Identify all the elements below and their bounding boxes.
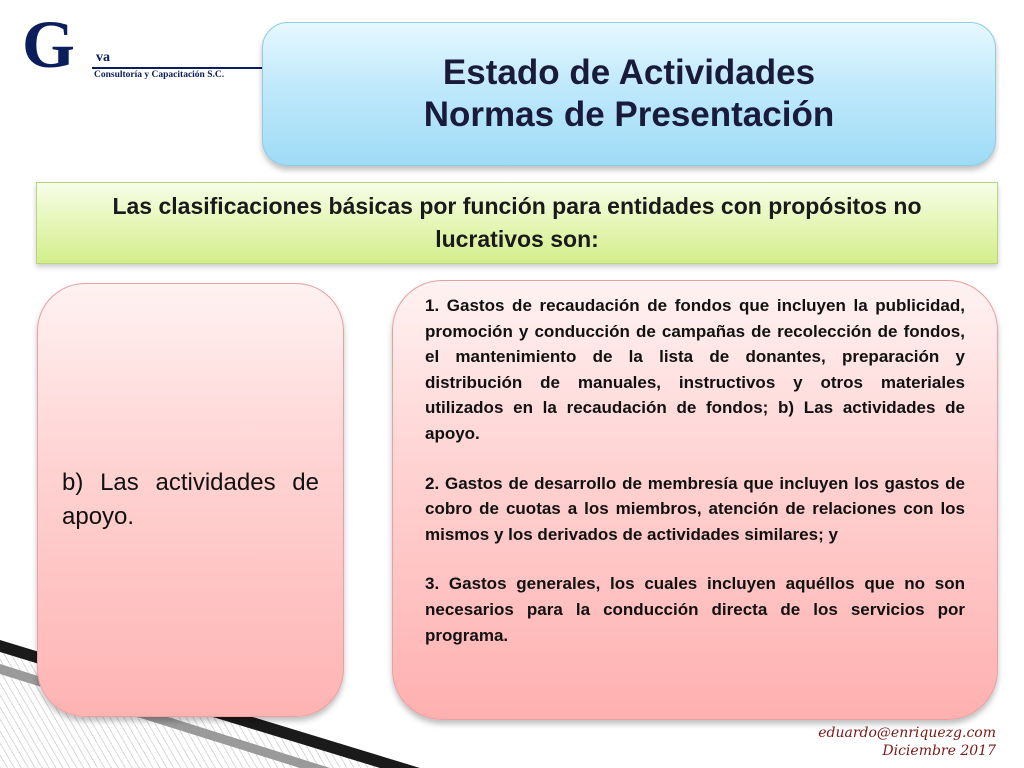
left-box <box>37 283 344 717</box>
footer-date: Diciembre 2017 <box>882 743 996 759</box>
title-line-2: Normas de Presentación <box>423 95 835 134</box>
subtitle-text: Las clasificaciones básicas por función para entidades con propósitos no lucrativos son: <box>112 193 922 252</box>
company-logo <box>22 6 252 82</box>
title-box <box>262 22 996 166</box>
logo-underline <box>92 67 262 69</box>
logo-company-name: Consultoría y Capacitación S.C. <box>94 70 225 80</box>
left-box-text: b) Las actividades de apoyo. <box>62 469 319 530</box>
title-line-1: Estado de Actividades <box>442 53 816 92</box>
logo-small-text: va <box>96 50 110 65</box>
logo-letter: G <box>22 6 75 82</box>
list-item: 2. Gastos de desarrollo de membresía que incluyen los gastos de cobro de cuotas a los miembros, atención de relaciones con los mismos y los derivados de actividades similares; y <box>425 473 965 544</box>
right-box-content <box>425 293 965 648</box>
footer-email: eduardo@enriquezg.com <box>818 725 996 741</box>
subtitle-box <box>36 182 998 264</box>
right-box <box>392 280 998 720</box>
footer <box>818 724 996 760</box>
list-item: 3. Gastos generales, los cuales incluyen aquéllos que no son necesarios para la conducción directa de los servicios por programa. <box>425 574 965 645</box>
list-item: 1. Gastos de recaudación de fondos que incluyen la publicidad, promoción y conducción de campañas de recolección de fondos, el mantenimiento de la lista de donantes, preparación y distribución de manuales, instructivos y otros materiales utilizados en la recaudación de fondos; b) Las actividades de apoyo. <box>425 296 965 443</box>
